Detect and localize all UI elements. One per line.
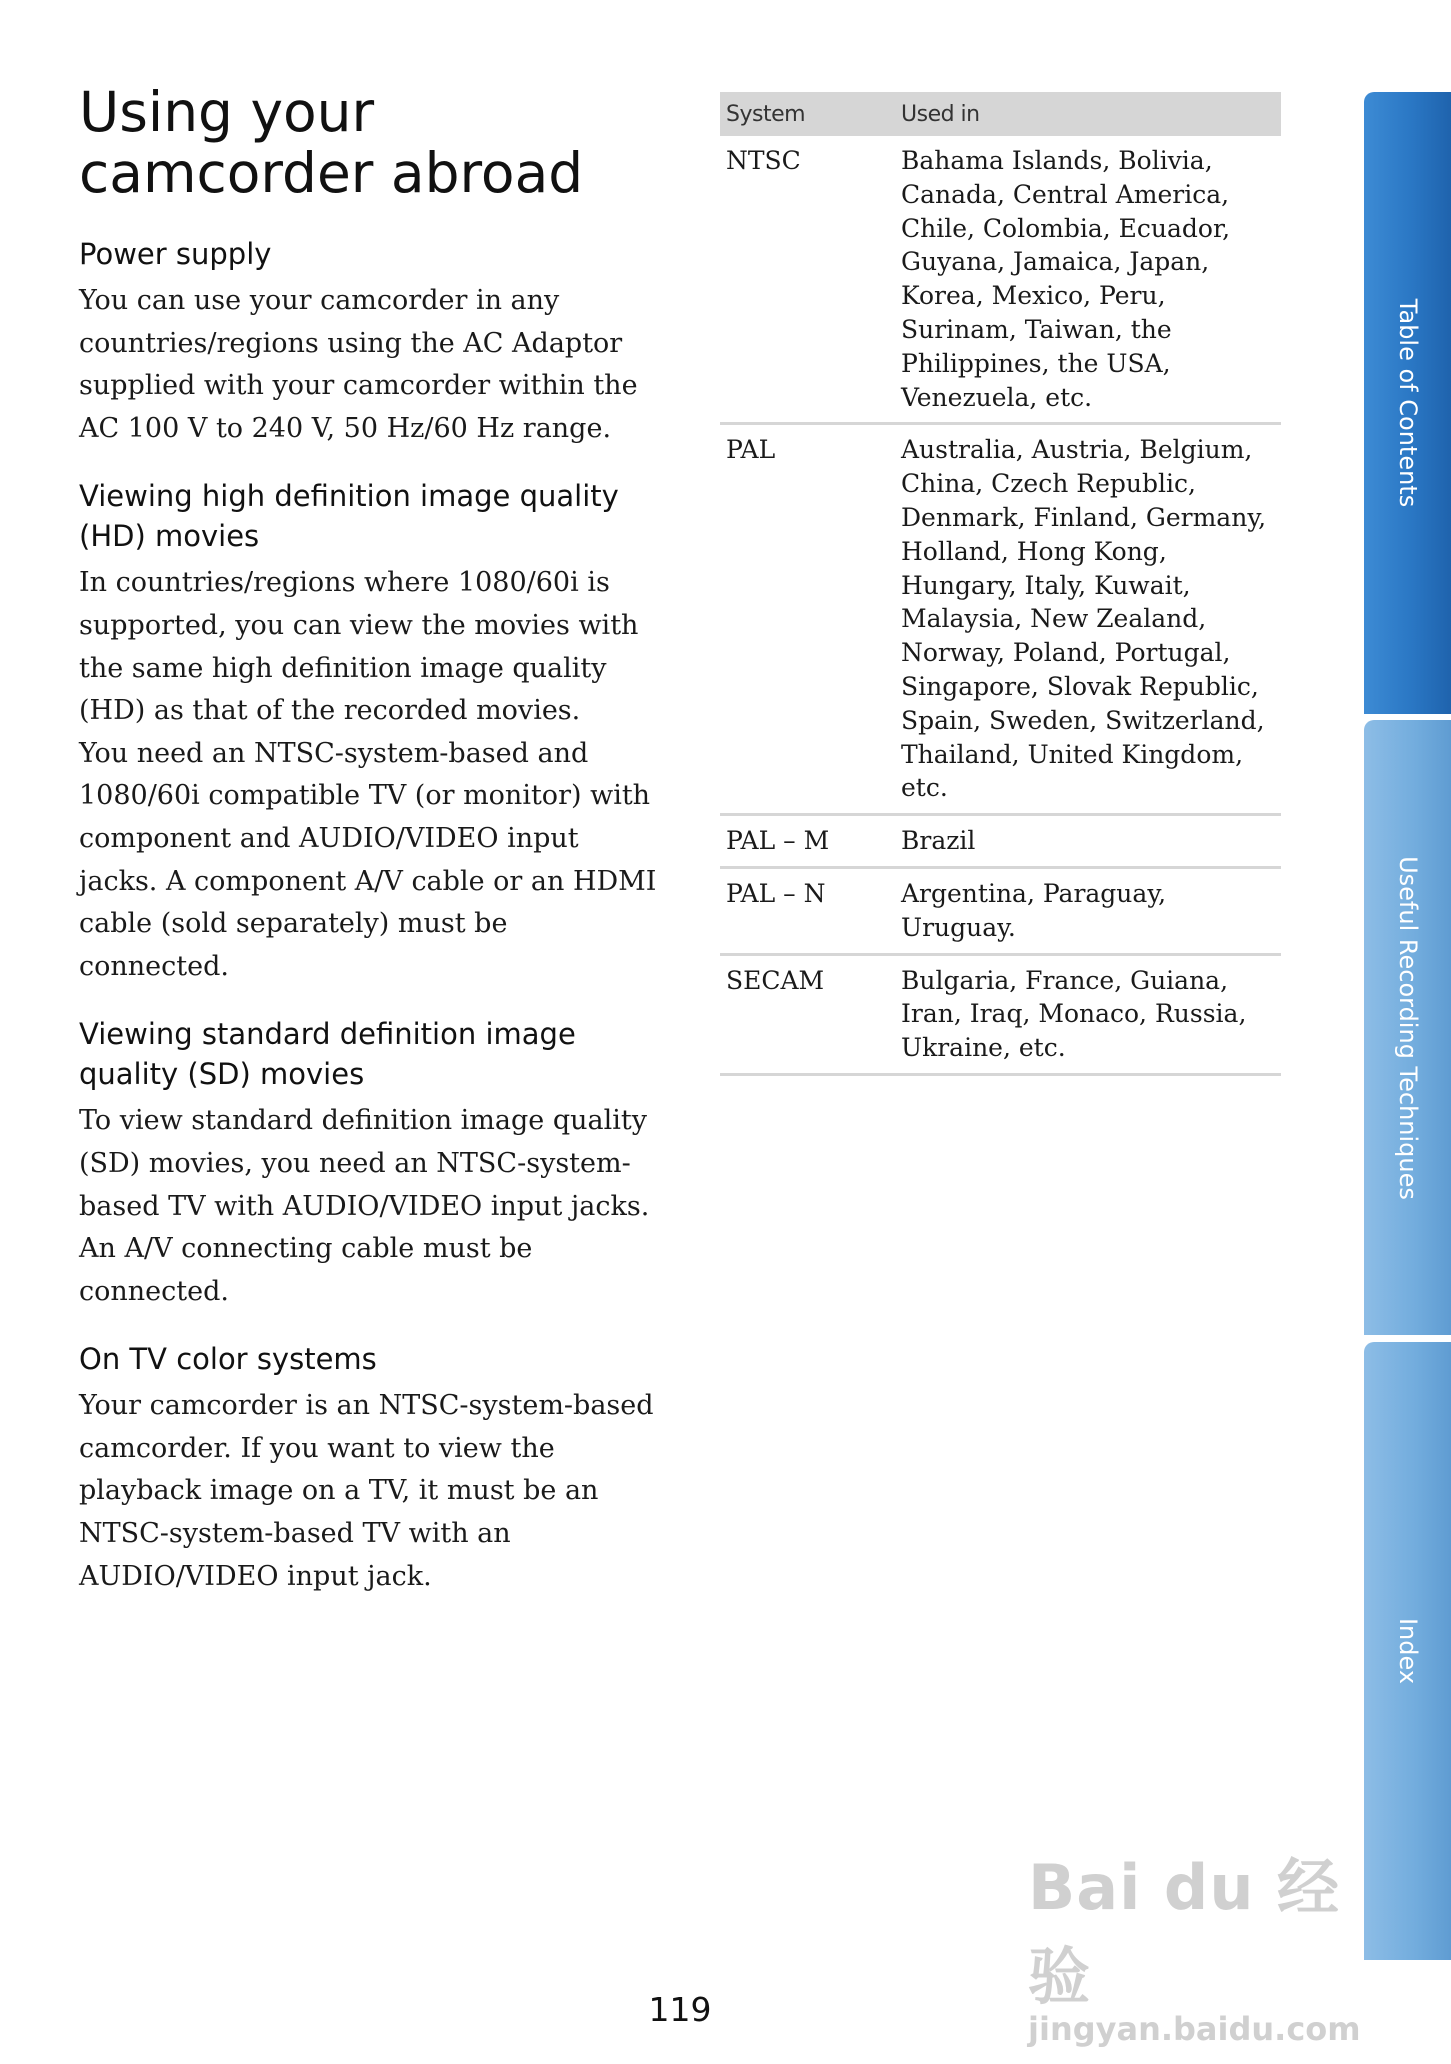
table-row <box>720 867 1281 954</box>
page-title: Using your camcorder abroad <box>79 80 584 205</box>
system-cell: NTSC <box>720 136 895 424</box>
table-row <box>720 815 1281 868</box>
used-in-cell: Argentina, Paraguay, Uruguay. <box>895 867 1281 954</box>
system-cell: PAL <box>720 424 895 815</box>
main-content <box>79 82 659 1624</box>
baidu-watermark <box>1028 1838 1361 2048</box>
watermark-url: jingyan.baidu.com <box>1028 2010 1361 2048</box>
section-paragraph: To view standard definition image quality (SD) movies, you need an NTSC-system-based TV with AUDIO/VIDEO input jacks. An A/V connecting cable must be connected. <box>79 1105 650 1307</box>
tv-systems-table-container <box>720 92 1281 1076</box>
tab-index[interactable] <box>1364 1342 1451 1960</box>
tab-label: Useful Recording Techniques <box>1393 855 1422 1200</box>
section-power-supply <box>79 234 659 450</box>
used-in-cell: Brazil <box>895 815 1281 868</box>
section-paragraph: Your camcorder is an NTSC-system-based camcorder. If you want to view the playback image on a TV, it must be an NTSC-system-based TV with an AUDIO/VIDEO input jack. <box>79 1390 654 1592</box>
section-heading: On TV color systems <box>79 1342 377 1377</box>
section-sd-movies <box>79 1014 659 1313</box>
section-heading: Viewing standard definition image quality (SD) movies <box>79 1017 576 1092</box>
tab-useful-recording-techniques[interactable] <box>1364 720 1451 1335</box>
section-heading: Viewing high definition image quality (HD) movies <box>79 479 619 554</box>
watermark-logo-text: Bai du 经验 <box>1028 1851 1341 2013</box>
column-header-used-in: Used in <box>895 92 1281 136</box>
table-row <box>720 424 1281 815</box>
column-header-system: System <box>720 92 895 136</box>
section-tv-color-systems <box>79 1339 659 1598</box>
system-cell: SECAM <box>720 954 895 1074</box>
used-in-cell: Bulgaria, France, Guiana, Iran, Iraq, Monaco, Russia, Ukraine, etc. <box>895 954 1281 1074</box>
tab-label: Table of Contents <box>1393 298 1422 508</box>
section-paragraph: You can use your camcorder in any countries/regions using the AC Adaptor supplied with your camcorder within the AC 100 V to 240 V, 50 Hz/60 Hz range. <box>79 285 638 444</box>
table-row <box>720 136 1281 424</box>
used-in-cell: Bahama Islands, Bolivia, Canada, Central America, Chile, Colombia, Ecuador, Guyana, Jamaica, Japan, Korea, Mexico, Peru, Surinam, Taiwan, the Philippines, the USA, Venezuela, etc. <box>895 136 1281 424</box>
system-cell: PAL – N <box>720 867 895 954</box>
tab-label: Index <box>1393 1617 1422 1685</box>
section-paragraph: You need an NTSC-system-based and 1080/60i compatible TV (or monitor) with component and AUDIO/VIDEO input jacks. A component A/V cable or an HDMI cable (sold separately) must be connected. <box>79 737 657 982</box>
tv-systems-table <box>720 92 1281 1076</box>
table-row <box>720 954 1281 1074</box>
section-paragraph: In countries/regions where 1080/60i is supported, you can view the movies with the same high definition image quality (HD) as that of the recorded movies. <box>79 567 639 727</box>
tab-table-of-contents[interactable] <box>1364 92 1451 714</box>
system-cell: PAL – M <box>720 815 895 868</box>
section-heading: Power supply <box>79 237 272 271</box>
section-hd-movies <box>79 476 659 988</box>
table-header-row <box>720 92 1281 136</box>
page-number: 119 <box>648 1990 712 2029</box>
used-in-cell: Australia, Austria, Belgium, China, Czech Republic, Denmark, Finland, Germany, Holland, Hong Kong, Hungary, Italy, Kuwait, Malaysia, New Zealand, Norway, Poland, Portugal, Singapore, Slovak Republic, Spain, Sweden, Switzerland, Thailand, United Kingdom, etc. <box>895 424 1281 815</box>
